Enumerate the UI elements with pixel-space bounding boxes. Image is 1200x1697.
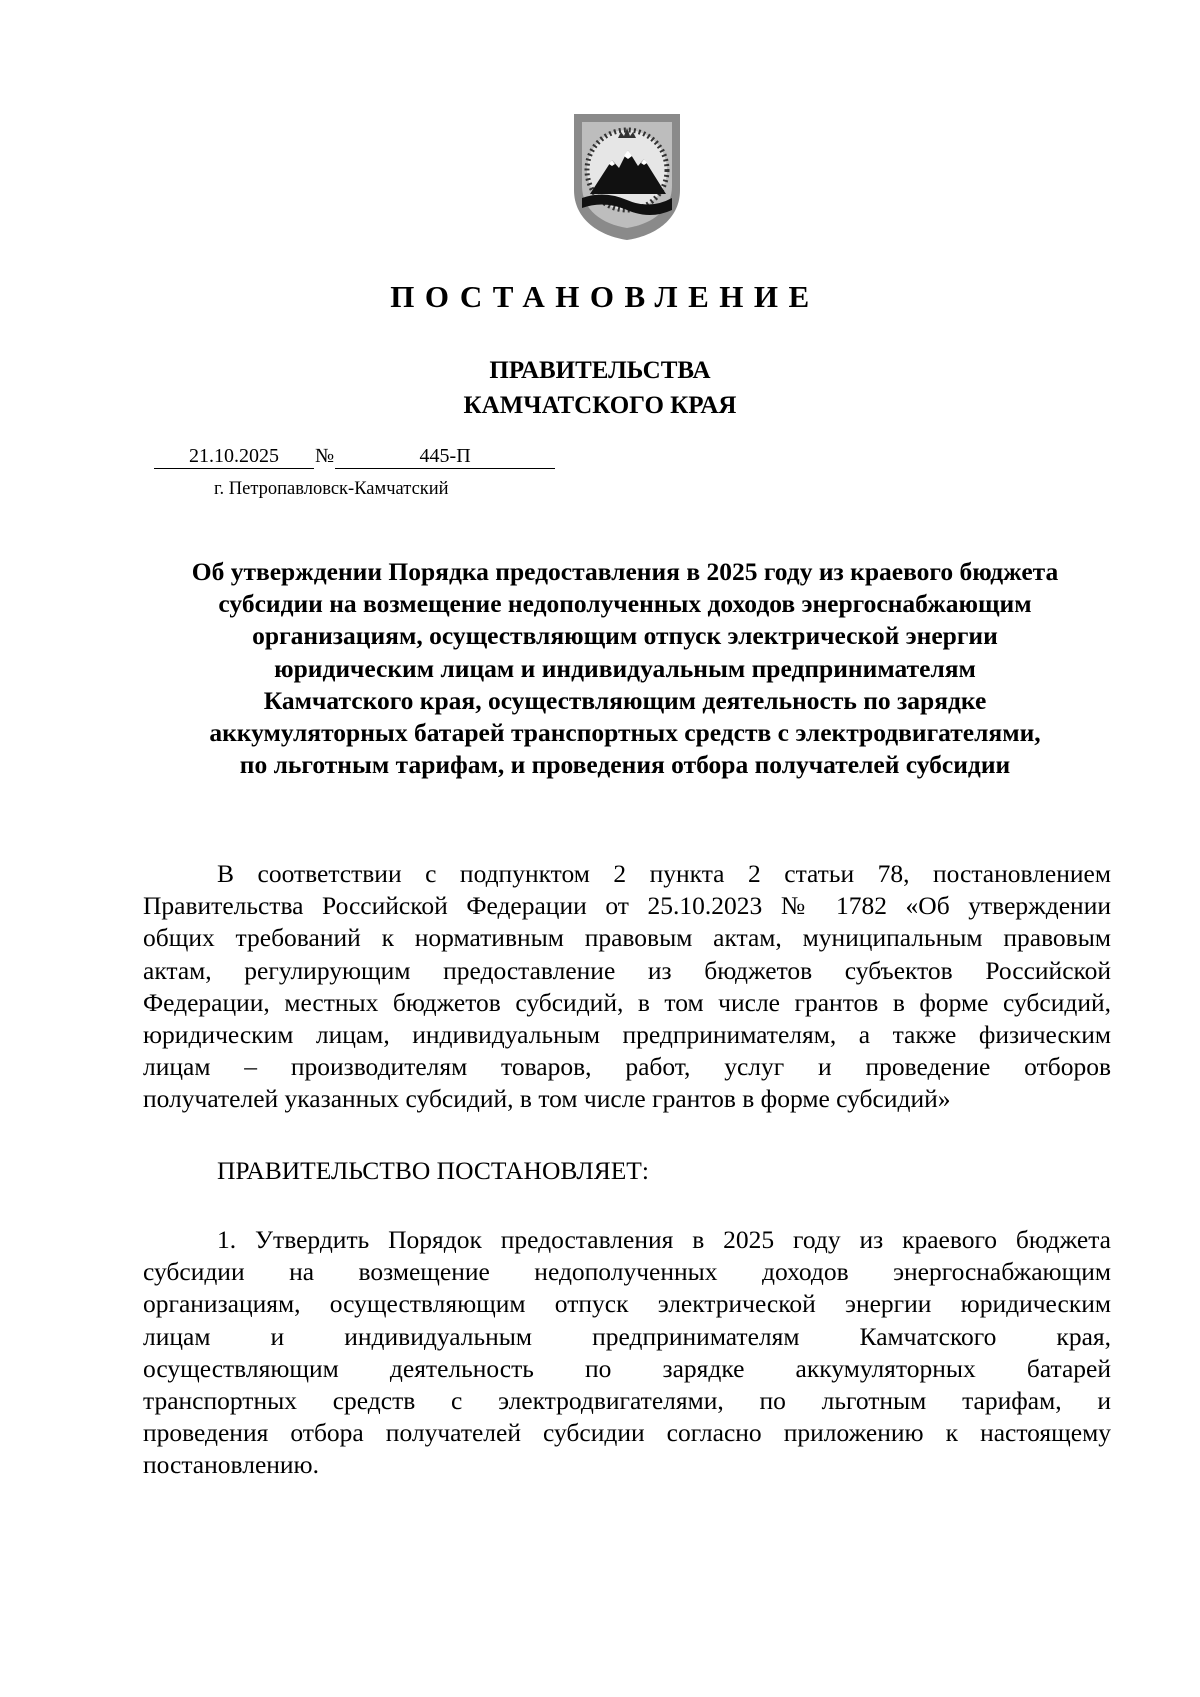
- issuing-authority: [0, 353, 1200, 423]
- paragraph-line: проведения отбора получателей субсидии согласно приложению к настоящему: [143, 1418, 1111, 1448]
- paragraph-line: транспортных средств с электродвигателями, по льготным тарифам, и: [143, 1385, 1111, 1415]
- paragraph-line: юридическим лицам, индивидуальным предпринимателям, а также физическим: [143, 1019, 1111, 1049]
- document-number: 445-П: [335, 444, 555, 469]
- document-date: 21.10.2025: [154, 444, 314, 469]
- city-of-issue: г. Петропавловск-Камчатский: [214, 479, 449, 499]
- paragraph-line: актам, регулирующим предоставление из бюджетов субъектов Российской: [143, 955, 1111, 985]
- subject-line: Камчатского края, осуществляющим деятельность по зарядке: [263, 685, 987, 715]
- paragraph-line: получателей указанных субсидий, в том числе грантов в форме субсидий»: [143, 1084, 951, 1114]
- paragraph-line: В соответствии с подпунктом 2 пункта 2 статьи 78, постановлением: [217, 859, 1111, 888]
- number-sign: №: [315, 445, 335, 467]
- subject-line: юридическим лицам и индивидуальным предпринимателям: [274, 653, 976, 683]
- paragraph-line: лицам и индивидуальным предпринимателям Камчатского края,: [143, 1321, 1111, 1351]
- paragraph-line: организациям, осуществляющим отпуск электрической энергии юридическим: [143, 1289, 1111, 1319]
- subject-line: организациям, осуществляющим отпуск электрической энергии: [252, 621, 998, 651]
- document-subject: [140, 556, 1110, 781]
- date-number-line: [154, 444, 555, 469]
- authority-line-2: КАМЧАТСКОГО КРАЯ: [463, 392, 737, 419]
- subject-line: по льготным тарифам, и проведения отбора получателей субсидии: [239, 750, 1011, 780]
- paragraph-line: 1. Утвердить Порядок предоставления в 2025 году из краевого бюджета: [217, 1225, 1111, 1254]
- document-type-title: ПОСТАНОВЛЕНИЕ: [390, 279, 820, 314]
- subject-line: Об утверждении Порядка предоставления в 2025 году из краевого бюджета: [191, 557, 1059, 586]
- coat-of-arms-icon: [572, 112, 682, 242]
- paragraph-line: осуществляющим деятельность по зарядке аккумуляторных батарей: [143, 1353, 1111, 1383]
- paragraph-line: постановлению.: [143, 1450, 319, 1480]
- decree-phrase: ПРАВИТЕЛЬСТВО ПОСТАНОВЛЯЕТ:: [217, 1156, 649, 1185]
- paragraph-line: лицам – производителям товаров, работ, услуг и проведение отборов: [143, 1052, 1111, 1082]
- item-1-paragraph: [143, 1224, 1111, 1482]
- paragraph-line: общих требований к нормативным правовым актам, муниципальным правовым: [143, 923, 1111, 953]
- subject-line: субсидии на возмещение недополученных доходов энергоснабжающим: [218, 589, 1032, 619]
- paragraph-line: субсидии на возмещение недополученных доходов энергоснабжающим: [143, 1257, 1111, 1287]
- preamble-paragraph: [143, 858, 1111, 1116]
- subject-line: аккумуляторных батарей транспортных средств с электродвигателями,: [209, 718, 1041, 748]
- authority-line-1: ПРАВИТЕЛЬСТВА: [489, 357, 711, 384]
- paragraph-line: Правительства Российской Федерации от 25.10.2023 № 1782 «Об утверждении: [143, 891, 1111, 921]
- paragraph-line: Федерации, местных бюджетов субсидий, в том числе грантов в форме субсидий,: [143, 987, 1111, 1017]
